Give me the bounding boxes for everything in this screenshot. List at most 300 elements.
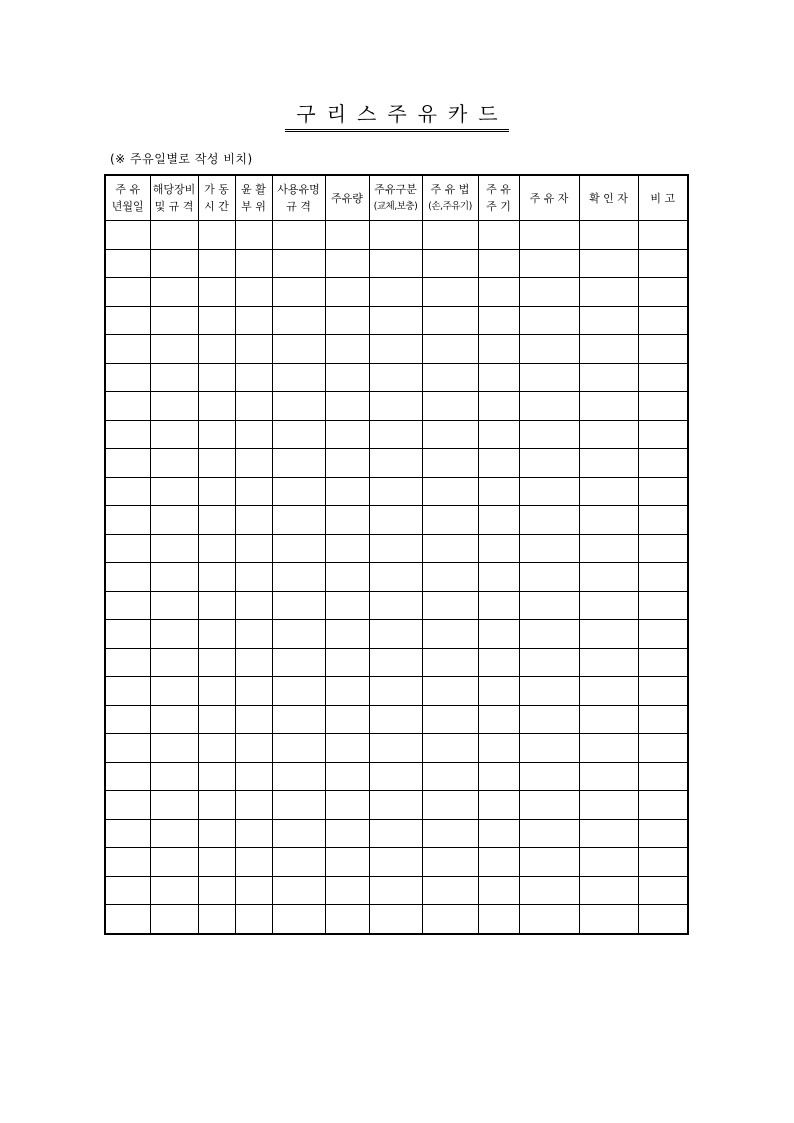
table-cell [235,363,272,392]
table-cell [579,762,638,791]
table-cell [478,905,519,934]
table-cell [478,563,519,592]
table-cell [579,221,638,250]
header-greaser: 주 유 자 [519,175,579,221]
table-cell [272,848,325,877]
table-cell [579,278,638,307]
table-cell [478,477,519,506]
table-cell [198,563,235,592]
table-cell [325,363,369,392]
table-cell [638,563,688,592]
table-cell [422,477,478,506]
table-cell [638,477,688,506]
table-cell [198,762,235,791]
form-note: (※ 주유일별로 작성 비치) [110,152,253,166]
table-cell [198,848,235,877]
table-cell [235,705,272,734]
table-row [105,848,688,877]
table-cell [325,819,369,848]
table-row [105,876,688,905]
table-cell [369,534,422,563]
table-cell [422,762,478,791]
table-cell [150,306,198,335]
table-cell [519,648,579,677]
table-cell [198,677,235,706]
table-cell [369,506,422,535]
table-cell [105,563,150,592]
table-cell [422,335,478,364]
table-row [105,306,688,335]
table-cell [579,791,638,820]
table-cell [105,477,150,506]
table-cell [105,392,150,421]
table-cell [198,534,235,563]
table-cell [150,420,198,449]
table-cell [105,620,150,649]
table-row [105,648,688,677]
table-cell [150,363,198,392]
table-cell [235,734,272,763]
table-cell [638,848,688,877]
table-cell [325,221,369,250]
table-cell [198,278,235,307]
table-cell [478,591,519,620]
table-cell [519,905,579,934]
table-cell [519,591,579,620]
table-cell [150,477,198,506]
table-cell [235,762,272,791]
table-cell [105,449,150,478]
table-cell [235,905,272,934]
table-cell [579,591,638,620]
table-cell [519,506,579,535]
table-cell [272,306,325,335]
table-cell [638,249,688,278]
table-cell [198,819,235,848]
table-cell [105,506,150,535]
table-cell [235,791,272,820]
table-cell [369,335,422,364]
header-interval: 주 유 주 기 [478,175,519,221]
table-cell [150,791,198,820]
table-row [105,677,688,706]
table-cell [422,591,478,620]
table-cell [422,506,478,535]
table-cell [478,506,519,535]
table-cell [272,449,325,478]
table-cell [478,734,519,763]
table-cell [325,762,369,791]
table-cell [369,363,422,392]
table-cell [150,534,198,563]
table-cell [198,648,235,677]
table-cell [638,677,688,706]
table-cell [638,534,688,563]
table-cell [369,392,422,421]
table-cell [579,705,638,734]
table-cell [272,278,325,307]
table-cell [150,249,198,278]
table-cell [272,905,325,934]
table-cell [272,335,325,364]
table-row [105,363,688,392]
table-cell [272,249,325,278]
table-row [105,477,688,506]
table-cell [422,620,478,649]
table-cell [422,306,478,335]
table-row [105,506,688,535]
table-cell [272,762,325,791]
table-cell [150,335,198,364]
table-cell [369,905,422,934]
table-cell [235,477,272,506]
table-cell [519,791,579,820]
table-cell [325,306,369,335]
table-cell [638,449,688,478]
table-cell [478,677,519,706]
table-cell [325,477,369,506]
table-cell [325,876,369,905]
table-cell [638,392,688,421]
table-cell [272,677,325,706]
table-cell [369,734,422,763]
table-cell [150,677,198,706]
table-cell [105,278,150,307]
table-cell [105,734,150,763]
table-cell [235,563,272,592]
table-row [105,335,688,364]
table-row [105,392,688,421]
table-cell [369,249,422,278]
table-cell [272,648,325,677]
table-cell [519,620,579,649]
table-cell [519,221,579,250]
table-cell [198,791,235,820]
table-cell [198,335,235,364]
table-cell [422,905,478,934]
table-cell [519,392,579,421]
table-cell [369,819,422,848]
table-cell [235,506,272,535]
table-cell [478,335,519,364]
table-cell [369,591,422,620]
table-cell [235,677,272,706]
table-row [105,819,688,848]
header-amount: 주유량 [325,175,369,221]
table-cell [369,848,422,877]
table-cell [369,677,422,706]
table-header-row [105,175,688,221]
table-cell [105,363,150,392]
table-cell [325,648,369,677]
table-cell [105,249,150,278]
table-cell [325,677,369,706]
table-cell [325,905,369,934]
table-cell [235,306,272,335]
table-cell [198,905,235,934]
table-row [105,905,688,934]
table-cell [519,762,579,791]
table-cell [579,420,638,449]
table-row [105,762,688,791]
table-row [105,734,688,763]
table-cell [519,876,579,905]
table-cell [478,791,519,820]
table-cell [325,620,369,649]
table-cell [478,876,519,905]
table-cell [478,249,519,278]
table-cell [478,449,519,478]
table-cell [369,306,422,335]
table-cell [422,449,478,478]
table-cell [150,591,198,620]
table-cell [478,363,519,392]
table-cell [478,278,519,307]
table-cell [422,819,478,848]
table-cell [325,278,369,307]
table-row [105,249,688,278]
table-cell [478,762,519,791]
table-cell [198,506,235,535]
table-cell [272,534,325,563]
header-method: 주 유 법 (손,주유기) [422,175,478,221]
table-row [105,620,688,649]
table-row [105,534,688,563]
table-cell [198,363,235,392]
table-cell [325,791,369,820]
table-cell [235,392,272,421]
table-cell [638,506,688,535]
table-cell [235,335,272,364]
table-cell [105,705,150,734]
table-cell [519,335,579,364]
table-cell [105,905,150,934]
table-cell [422,420,478,449]
table-cell [150,392,198,421]
table-cell [579,876,638,905]
table-cell [638,819,688,848]
table-cell [325,335,369,364]
header-remarks: 비 고 [638,175,688,221]
table-cell [235,420,272,449]
table-row [105,791,688,820]
table-cell [235,648,272,677]
table-cell [150,221,198,250]
table-row [105,563,688,592]
table-cell [272,819,325,848]
table-cell [198,249,235,278]
table-cell [105,306,150,335]
table-cell [325,534,369,563]
form-title-container [0,101,794,132]
table-cell [638,905,688,934]
table-cell [579,648,638,677]
table-cell [369,420,422,449]
table-cell [105,420,150,449]
table-cell [519,734,579,763]
table-cell [422,363,478,392]
table-cell [638,306,688,335]
table-cell [272,363,325,392]
table-cell [272,591,325,620]
table-cell [519,534,579,563]
table-cell [198,392,235,421]
table-cell [579,477,638,506]
table-cell [105,848,150,877]
table-cell [519,677,579,706]
header-date: 주 유 년월일 [105,175,150,221]
table-cell [325,591,369,620]
table-cell [325,848,369,877]
table-cell [369,449,422,478]
table-cell [579,819,638,848]
table-cell [272,620,325,649]
table-cell [478,392,519,421]
table-cell [150,905,198,934]
table-cell [369,791,422,820]
table-cell [478,221,519,250]
table-cell [150,762,198,791]
table-cell [638,420,688,449]
table-cell [519,306,579,335]
table-cell [638,363,688,392]
table-cell [369,705,422,734]
table-cell [579,563,638,592]
table-cell [579,363,638,392]
table-cell [150,876,198,905]
table-cell [198,420,235,449]
table-cell [579,249,638,278]
table-cell [422,278,478,307]
table-cell [235,449,272,478]
table-cell [478,420,519,449]
table-cell [369,620,422,649]
table-cell [579,734,638,763]
table-cell [235,876,272,905]
form-title: 구리스주유카드 [285,101,508,132]
table-cell [638,762,688,791]
table-cell [272,734,325,763]
table-cell [638,648,688,677]
table-cell [519,477,579,506]
table-cell [579,506,638,535]
table-cell [325,420,369,449]
table-cell [638,335,688,364]
table-cell [579,677,638,706]
table-cell [638,221,688,250]
table-cell [150,278,198,307]
table-cell [325,449,369,478]
table-cell [198,620,235,649]
table-cell [235,278,272,307]
header-operating-hours: 가 동 시 간 [198,175,235,221]
table-cell [325,392,369,421]
table-cell [150,563,198,592]
table-cell [150,506,198,535]
table-cell [272,791,325,820]
table-cell [369,563,422,592]
table-cell [198,449,235,478]
table-cell [198,477,235,506]
table-cell [422,705,478,734]
table-cell [369,648,422,677]
table-cell [150,620,198,649]
table-cell [519,363,579,392]
table-row [105,221,688,250]
header-checker: 확 인 자 [579,175,638,221]
table-cell [422,677,478,706]
table-cell [579,306,638,335]
table-body [105,221,688,934]
table-cell [422,221,478,250]
table-cell [150,705,198,734]
table-cell [478,306,519,335]
table-cell [198,876,235,905]
table-cell [369,221,422,250]
table-row [105,591,688,620]
table-cell [272,221,325,250]
table-cell [235,221,272,250]
table-cell [150,734,198,763]
table-cell [325,734,369,763]
table-cell [150,648,198,677]
table-cell [519,278,579,307]
table-cell [422,648,478,677]
table-cell [422,876,478,905]
table-cell [478,534,519,563]
table-cell [235,620,272,649]
table-cell [579,905,638,934]
table-cell [369,876,422,905]
table-cell [325,506,369,535]
table-cell [638,791,688,820]
table-cell [272,705,325,734]
table-cell [422,563,478,592]
table-cell [105,591,150,620]
table-cell [422,249,478,278]
table-cell [519,819,579,848]
table-cell [235,848,272,877]
table-cell [478,819,519,848]
table-cell [422,848,478,877]
table-cell [272,506,325,535]
header-oil-spec: 사용유명 규 격 [272,175,325,221]
table-cell [579,534,638,563]
table-cell [579,620,638,649]
table-cell [272,420,325,449]
table-cell [579,392,638,421]
table-cell [422,534,478,563]
table-row [105,449,688,478]
table-cell [519,848,579,877]
table-cell [478,648,519,677]
table-cell [198,734,235,763]
table-cell [105,221,150,250]
table-cell [369,477,422,506]
table-cell [638,620,688,649]
table-cell [105,534,150,563]
table-cell [422,791,478,820]
table-cell [325,563,369,592]
table-row [105,278,688,307]
table-cell [150,819,198,848]
header-lubrication-point: 윤 활 부 위 [235,175,272,221]
table-cell [519,705,579,734]
table-cell [638,876,688,905]
table-cell [198,221,235,250]
table-cell [150,848,198,877]
header-type: 주유구분 (교체,보충) [369,175,422,221]
